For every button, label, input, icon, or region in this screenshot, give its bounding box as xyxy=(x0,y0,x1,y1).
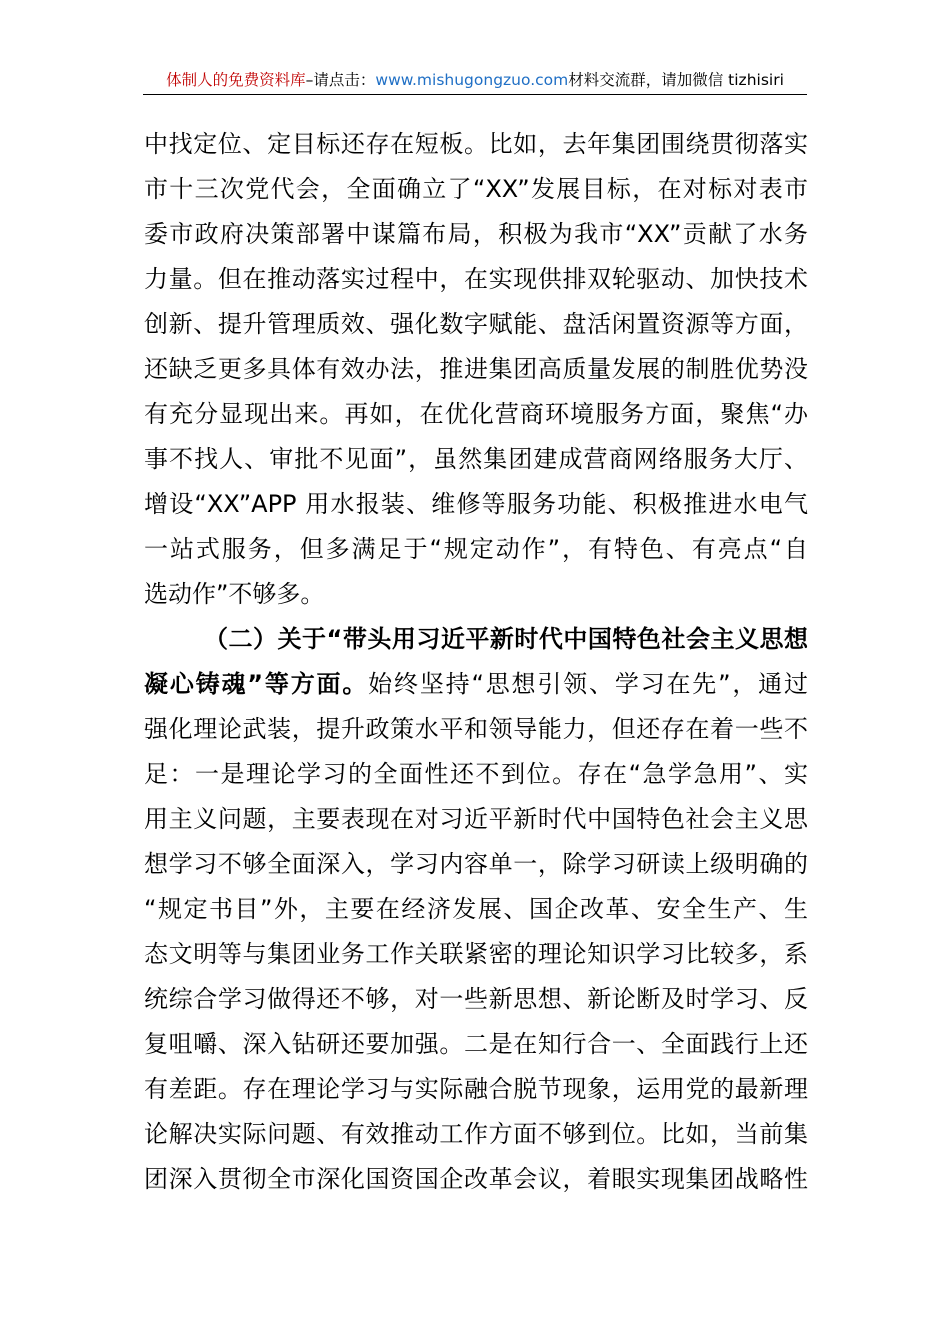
text-run: 始终坚持“思想引领、学习在先”，通过 xyxy=(368,670,808,698)
paragraph-1 xyxy=(144,122,808,617)
text-line: 论解决实际问题、有效推动工作方面不够到位。比如，当前集 xyxy=(144,1120,808,1148)
text-line: 用主义问题，主要表现在对习近平新时代中国特色社会主义思 xyxy=(144,805,808,833)
text-line: 复咀嚼、深入钻研还要加强。二是在知行合一、全面践行上还 xyxy=(144,1030,808,1058)
text-line: 创新、提升管理质效、强化数字赋能、盘活闲置资源等方面， xyxy=(144,310,808,338)
paragraph-2 xyxy=(144,617,808,1202)
text-line: 有差距。存在理论学习与实际融合脱节现象，运用党的最新理 xyxy=(144,1075,808,1103)
text-line: 团深入贯彻全市深化国资国企改革会议，着眼实现集团战略性 xyxy=(144,1165,808,1193)
text-line: 还缺乏更多具体有效办法，推进集团高质量发展的制胜优势没 xyxy=(144,355,808,383)
text-line: 事不找人、审批不见面”，虽然集团建成营商网络服务大厅、 xyxy=(144,445,808,473)
text-line: 中找定位、定目标还存在短板。比如，去年集团围绕贯彻落实 xyxy=(144,130,808,158)
page-header xyxy=(143,68,807,95)
text-line xyxy=(144,662,808,707)
document-body xyxy=(144,122,808,1202)
text-line: “规定书目”外，主要在经济发展、国企改革、安全生产、生 xyxy=(144,895,808,923)
text-line: 统综合学习做得还不够，对一些新思想、新论断及时学习、反 xyxy=(144,985,808,1013)
section-heading-end: 凝心铸魂”等方面。 xyxy=(144,670,369,698)
text-line: 委市政府决策部署中谋篇布局，积极为我市“XX”贡献了水务 xyxy=(144,220,808,248)
text-line: 力量。但在推动落实过程中，在实现供排双轮驱动、加快技术 xyxy=(144,265,808,293)
text-line: 想学习不够全面深入，学习内容单一，除学习研读上级明确的 xyxy=(144,850,808,878)
header-note: 材料交流群，请加微信 tizhisiri xyxy=(568,71,784,89)
header-prompt: –请点击： xyxy=(305,71,376,89)
text-line: 态文明等与集团业务工作关联紧密的理论知识学习比较多，系 xyxy=(144,940,808,968)
text-line: 有充分显现出来。再如，在优化营商环境服务方面，聚焦“办 xyxy=(144,400,808,428)
text-line: 足：一是理论学习的全面性还不到位。存在“急学急用”、实 xyxy=(144,760,808,788)
text-line: 一站式服务，但多满足于“规定动作”，有特色、有亮点“自 xyxy=(144,535,808,563)
text-line: 增设“XX”APP 用水报装、维修等服务功能、积极推进水电气 xyxy=(144,490,808,518)
header-link[interactable]: www.mishugongzuo.com xyxy=(375,71,569,89)
section-heading: （二）关于“带头用习近平新时代中国特色社会主义思想 xyxy=(204,625,808,653)
text-line: 强化理论武装，提升政策水平和领导能力，但还存在着一些不 xyxy=(144,715,808,743)
text-line: 市十三次党代会，全面确立了“XX”发展目标，在对标对表市 xyxy=(144,175,808,203)
text-line: 选动作”不够多。 xyxy=(144,580,325,608)
header-brand: 体制人的免费资料库 xyxy=(166,71,306,89)
